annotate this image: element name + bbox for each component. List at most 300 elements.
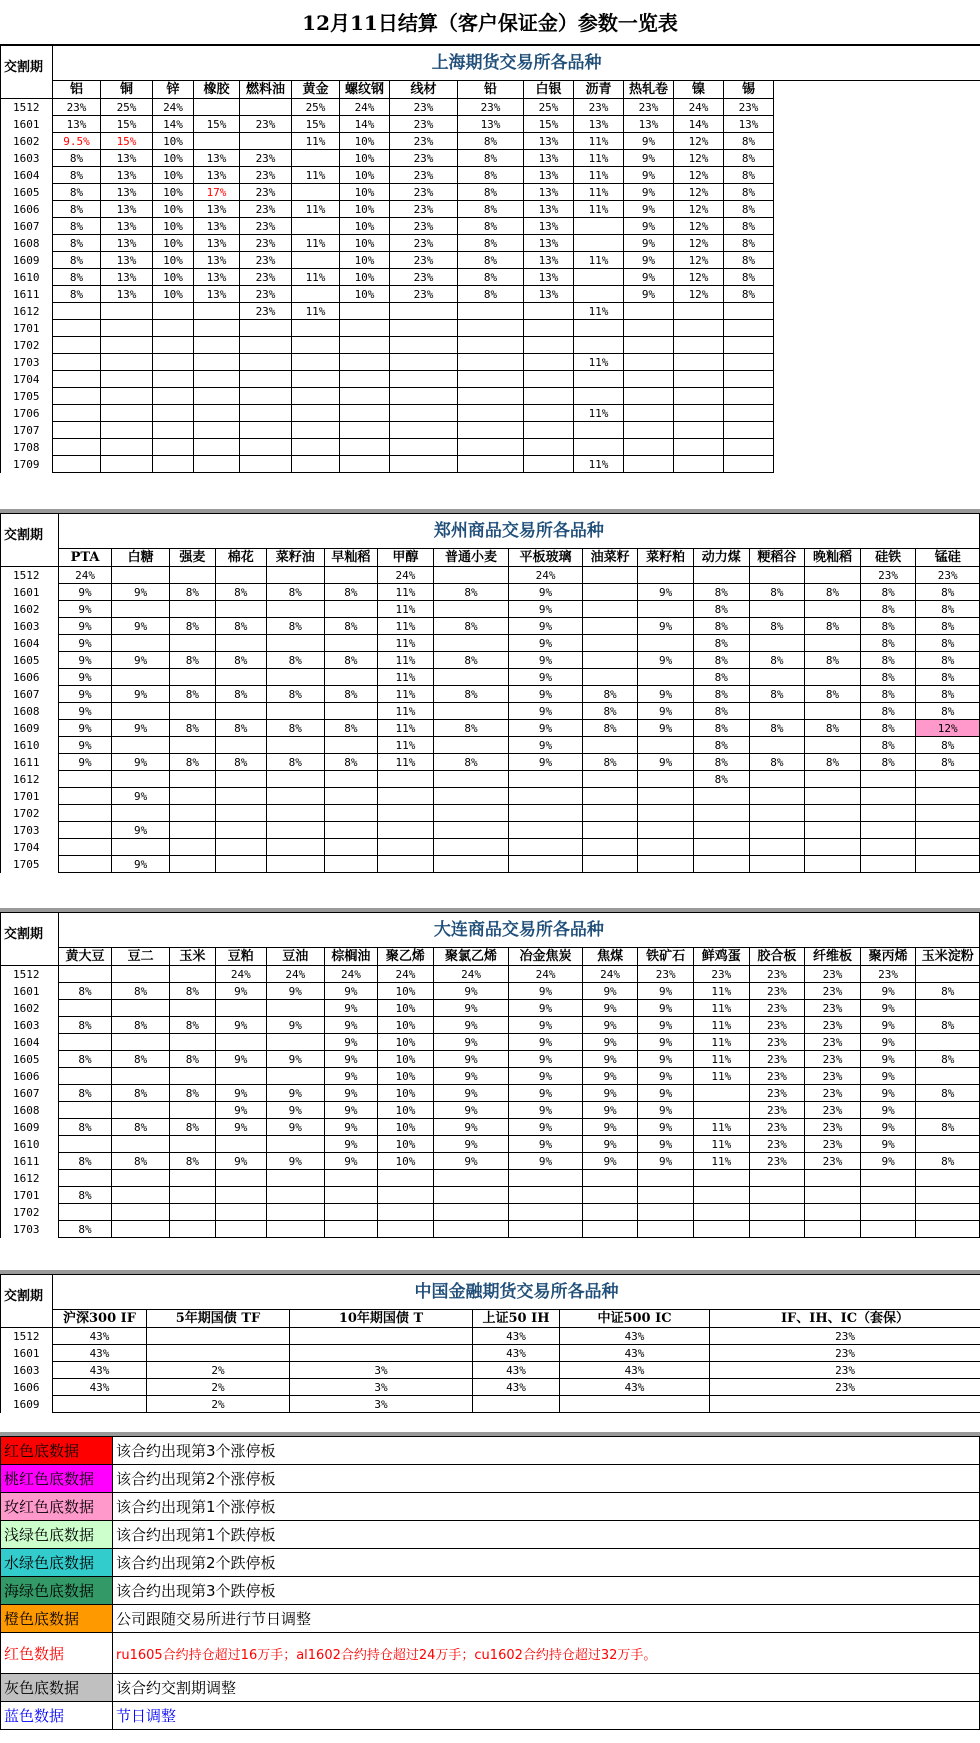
margin-cell [390,303,458,320]
margin-cell: 9% [582,983,638,1000]
margin-cell [53,422,101,439]
margin-cell: 9% [58,737,111,754]
margin-cell [724,405,774,422]
margin-cell: 23% [390,99,458,116]
margin-cell: 9% [433,1102,509,1119]
margin-cell: 13% [194,235,240,252]
margin-cell: 13% [524,252,574,269]
margin-cell: 9% [112,822,170,839]
margin-cell [58,1170,111,1187]
margin-cell: 23% [638,966,694,983]
margin-cell: 8% [916,1119,980,1136]
margin-cell [58,805,111,822]
margin-cell: 8% [805,754,861,771]
margin-cell [390,354,458,371]
margin-cell: 11% [693,983,749,1000]
margin-cell: 8% [433,754,509,771]
margin-cell [749,737,805,754]
margin-cell [215,601,266,618]
margin-cell: 43% [53,1328,147,1345]
margin-cell [509,1204,582,1221]
margin-cell [194,337,240,354]
margin-cell [266,567,324,584]
margin-cell: 23% [749,1017,805,1034]
margin-cell [674,337,724,354]
margin-cell: 23% [710,1328,980,1345]
margin-cell: 9% [624,269,674,286]
margin-cell: 8% [112,983,170,1000]
margin-cell: 8% [53,286,101,303]
margin-cell [433,1187,509,1204]
exchange-row [1,1275,980,1310]
margin-cell: 8% [724,218,774,235]
margin-cell [215,822,266,839]
margin-cell: 8% [266,720,324,737]
margin-cell: 8% [215,720,266,737]
column-header: 聚氯乙烯 [433,948,509,966]
margin-cell: 23% [390,167,458,184]
margin-cell: 8% [693,669,749,686]
margin-cell: 10% [153,133,194,150]
column-header: 粳稻谷 [749,549,805,567]
margin-cell [693,839,749,856]
margin-cell [916,788,980,805]
margin-cell [215,839,266,856]
legend-description: 节日调整 [113,1702,980,1730]
delivery-period-label: 交割期 [1,1275,53,1328]
czce-table [0,513,980,873]
margin-cell [340,388,390,405]
margin-cell [433,1204,509,1221]
period-cell: 1701 [1,1187,59,1204]
margin-cell [724,354,774,371]
margin-cell: 9% [509,669,582,686]
czce-exchange-name: 郑州商品交易所各品种 [58,514,979,549]
margin-cell: 23% [390,184,458,201]
margin-cell: 9% [58,703,111,720]
margin-cell: 13% [724,116,774,133]
column-header: 锌 [153,81,194,99]
legend-row [1,1577,980,1605]
shfe-exchange-name: 上海期货交易所各品种 [53,46,980,81]
margin-cell: 23% [574,99,624,116]
margin-cell [324,703,377,720]
margin-cell: 11% [378,618,434,635]
margin-cell [638,771,694,788]
margin-cell [112,737,170,754]
table-row [1,788,980,805]
column-header: 沪深300 IF [53,1310,147,1328]
margin-cell: 12% [674,269,724,286]
margin-cell [916,839,980,856]
margin-cell: 15% [194,116,240,133]
margin-cell: 8% [916,686,980,703]
margin-cell [916,1136,980,1153]
margin-cell: 8% [693,601,749,618]
table-row [1,286,980,303]
table-row [1,150,980,167]
margin-cell: 9% [860,1085,916,1102]
margin-cell [324,856,377,873]
margin-cell: 9% [509,983,582,1000]
margin-cell: 9% [638,1017,694,1034]
margin-cell [638,1221,694,1238]
margin-cell: 8% [266,754,324,771]
margin-cell: 23% [749,1034,805,1051]
margin-cell: 9% [860,1000,916,1017]
margin-cell [266,1034,324,1051]
margin-cell: 8% [458,286,524,303]
margin-cell: 8% [324,652,377,669]
margin-cell: 8% [58,1119,111,1136]
margin-cell: 9% [624,150,674,167]
margin-cell: 8% [53,201,101,218]
margin-cell [58,839,111,856]
column-header: 普通小麦 [433,549,509,567]
margin-cell [215,1221,266,1238]
margin-cell [582,1204,638,1221]
margin-cell: 9% [860,1034,916,1051]
margin-cell: 23% [390,133,458,150]
shfe-table [0,45,980,473]
margin-cell [170,822,216,839]
margin-cell [215,1204,266,1221]
margin-cell: 9% [638,703,694,720]
blank-cell [774,116,980,133]
margin-cell: 8% [860,584,916,601]
margin-cell: 9% [58,618,111,635]
margin-cell [215,737,266,754]
margin-cell: 10% [153,269,194,286]
margin-cell [574,439,624,456]
blank-cell [774,320,980,337]
margin-cell [860,771,916,788]
margin-cell: 23% [805,1085,861,1102]
margin-cell [292,439,340,456]
period-cell: 1605 [1,1051,59,1068]
margin-cell [170,1204,216,1221]
margin-cell [724,303,774,320]
margin-cell: 9% [112,856,170,873]
margin-cell: 8% [112,1017,170,1034]
margin-cell [240,133,292,150]
margin-cell: 8% [433,720,509,737]
table-row [1,167,980,184]
margin-cell [53,388,101,405]
margin-cell: 13% [524,133,574,150]
margin-cell [860,788,916,805]
table-row [1,405,980,422]
margin-cell [170,669,216,686]
margin-cell: 9% [638,618,694,635]
legend-label: 水绿色底数据 [1,1549,113,1577]
margin-cell: 24% [378,567,434,584]
period-cell: 1602 [1,133,53,150]
margin-cell: 23% [749,1068,805,1085]
table-row [1,584,980,601]
margin-cell: 8% [693,720,749,737]
margin-cell [292,371,340,388]
margin-cell [292,320,340,337]
margin-cell [240,456,292,473]
margin-cell [266,788,324,805]
period-cell: 1701 [1,788,59,805]
margin-cell [574,218,624,235]
margin-cell [433,737,509,754]
legend-label: 灰色底数据 [1,1674,113,1702]
margin-cell [170,856,216,873]
table-row [1,184,980,201]
margin-cell [916,1068,980,1085]
margin-cell: 24% [509,966,582,983]
margin-cell: 11% [292,167,340,184]
margin-cell: 9% [860,1119,916,1136]
margin-cell: 9% [582,1136,638,1153]
margin-cell: 23% [240,235,292,252]
margin-cell [215,1068,266,1085]
margin-cell [101,337,153,354]
margin-cell [749,822,805,839]
margin-cell [266,1204,324,1221]
margin-cell: 8% [916,601,980,618]
margin-cell: 9% [58,669,111,686]
margin-cell: 8% [53,184,101,201]
margin-cell [509,788,582,805]
delivery-period-label: 交割期 [1,514,59,567]
margin-cell [624,337,674,354]
period-cell: 1601 [1,584,59,601]
margin-cell: 15% [524,116,574,133]
margin-cell [916,822,980,839]
margin-cell: 13% [194,286,240,303]
margin-cell [674,456,724,473]
margin-cell [112,1170,170,1187]
margin-cell: 23% [240,116,292,133]
margin-cell: 8% [860,703,916,720]
margin-cell [749,567,805,584]
margin-cell [693,567,749,584]
margin-cell [693,1102,749,1119]
margin-cell: 9% [215,1085,266,1102]
margin-cell: 8% [170,983,216,1000]
margin-cell: 9% [215,1153,266,1170]
margin-cell [240,422,292,439]
table-row [1,1362,980,1379]
margin-cell [509,856,582,873]
margin-cell [638,788,694,805]
margin-cell [292,388,340,405]
column-header: 硅铁 [860,549,916,567]
header-row [1,1310,980,1328]
margin-cell: 23% [390,269,458,286]
margin-cell [324,771,377,788]
margin-cell: 9% [112,686,170,703]
margin-cell: 9% [266,1102,324,1119]
legend-label: 红色数据 [1,1633,113,1674]
margin-cell: 10% [340,133,390,150]
margin-cell [112,966,170,983]
margin-cell: 23% [805,1034,861,1051]
margin-cell: 11% [378,584,434,601]
blank-cell [774,167,980,184]
margin-cell: 8% [170,1017,216,1034]
legend-description: 该合约交割期调整 [113,1674,980,1702]
margin-cell: 8% [582,703,638,720]
margin-cell [749,1204,805,1221]
margin-cell: 23% [390,235,458,252]
table-row [1,1204,980,1221]
margin-cell [378,856,434,873]
exchange-row [1,514,980,549]
margin-cell: 43% [473,1379,560,1396]
margin-cell: 9% [638,983,694,1000]
margin-cell [194,354,240,371]
margin-cell [58,1068,111,1085]
margin-cell: 23% [624,99,674,116]
margin-cell [58,771,111,788]
table-row [1,1017,980,1034]
margin-cell [53,405,101,422]
table-row [1,618,980,635]
margin-cell: 12% [674,150,724,167]
exchange-row [1,46,980,81]
margin-cell: 9% [582,1051,638,1068]
margin-cell [582,1221,638,1238]
column-header: 棉花 [215,549,266,567]
margin-cell: 9% [324,1085,377,1102]
margin-cell: 8% [170,1051,216,1068]
blank-cell [774,456,980,473]
margin-cell [112,1136,170,1153]
margin-cell [292,456,340,473]
table-row [1,686,980,703]
margin-cell [112,1221,170,1238]
margin-cell [153,337,194,354]
margin-cell: 11% [574,150,624,167]
margin-cell: 23% [749,966,805,983]
blank-cell [774,184,980,201]
margin-cell: 24% [266,966,324,983]
margin-cell: 9% [266,1119,324,1136]
margin-cell: 9% [509,737,582,754]
table-row [1,1170,980,1187]
margin-cell [805,635,861,652]
legend-description: 公司跟随交易所进行节日调整 [113,1605,980,1633]
margin-cell: 10% [378,983,434,1000]
margin-cell: 8% [433,584,509,601]
margin-cell: 9% [509,1068,582,1085]
margin-cell: 8% [170,754,216,771]
margin-cell: 23% [805,1017,861,1034]
margin-cell: 9% [509,1102,582,1119]
margin-cell: 9% [509,1034,582,1051]
margin-cell [724,371,774,388]
margin-cell: 23% [805,1136,861,1153]
margin-cell [324,737,377,754]
margin-cell: 10% [378,1153,434,1170]
margin-cell: 9% [582,1102,638,1119]
column-header: PTA [58,549,111,567]
margin-cell [340,303,390,320]
margin-cell [509,1187,582,1204]
margin-cell [292,252,340,269]
margin-cell: 8% [433,618,509,635]
margin-cell [638,1187,694,1204]
margin-cell [170,601,216,618]
margin-cell: 23% [749,1153,805,1170]
margin-cell [215,635,266,652]
margin-cell [509,771,582,788]
margin-cell: 2% [147,1379,290,1396]
period-cell: 1611 [1,1153,59,1170]
period-cell: 1612 [1,1170,59,1187]
margin-cell: 8% [916,754,980,771]
table-row [1,1379,980,1396]
margin-cell: 8% [805,686,861,703]
margin-cell: 8% [170,1119,216,1136]
table-row [1,1034,980,1051]
margin-cell [749,703,805,720]
margin-cell: 24% [433,966,509,983]
margin-cell [266,1187,324,1204]
header-row [1,549,980,567]
column-header: 强麦 [170,549,216,567]
margin-cell [378,1204,434,1221]
margin-cell: 9% [266,1085,324,1102]
margin-cell: 8% [215,652,266,669]
margin-cell [433,1170,509,1187]
margin-cell: 9% [58,652,111,669]
margin-cell [860,839,916,856]
margin-cell [458,371,524,388]
margin-cell: 8% [724,133,774,150]
period-cell: 1706 [1,405,53,422]
margin-cell [509,805,582,822]
margin-cell: 14% [674,116,724,133]
margin-cell [266,737,324,754]
margin-cell [582,805,638,822]
margin-cell: 13% [101,167,153,184]
column-header: 热轧卷 [624,81,674,99]
table-row [1,439,980,456]
margin-cell [749,839,805,856]
margin-cell: 8% [458,235,524,252]
margin-cell: 24% [153,99,194,116]
margin-cell: 13% [53,116,101,133]
margin-cell [749,1170,805,1187]
margin-cell: 9% [324,1102,377,1119]
margin-cell [240,354,292,371]
margin-cell: 43% [53,1379,147,1396]
margin-cell: 9% [433,1119,509,1136]
margin-cell: 43% [473,1328,560,1345]
margin-cell: 23% [710,1362,980,1379]
margin-cell [805,703,861,720]
blank-cell [774,286,980,303]
margin-cell [112,771,170,788]
margin-cell: 23% [240,201,292,218]
margin-cell [170,805,216,822]
table-row [1,1068,980,1085]
margin-cell: 13% [194,269,240,286]
margin-cell: 8% [860,601,916,618]
margin-cell [749,856,805,873]
margin-cell: 23% [390,116,458,133]
margin-cell: 9% [509,1085,582,1102]
column-header: 镍 [674,81,724,99]
margin-cell: 8% [916,1153,980,1170]
margin-cell: 13% [524,235,574,252]
